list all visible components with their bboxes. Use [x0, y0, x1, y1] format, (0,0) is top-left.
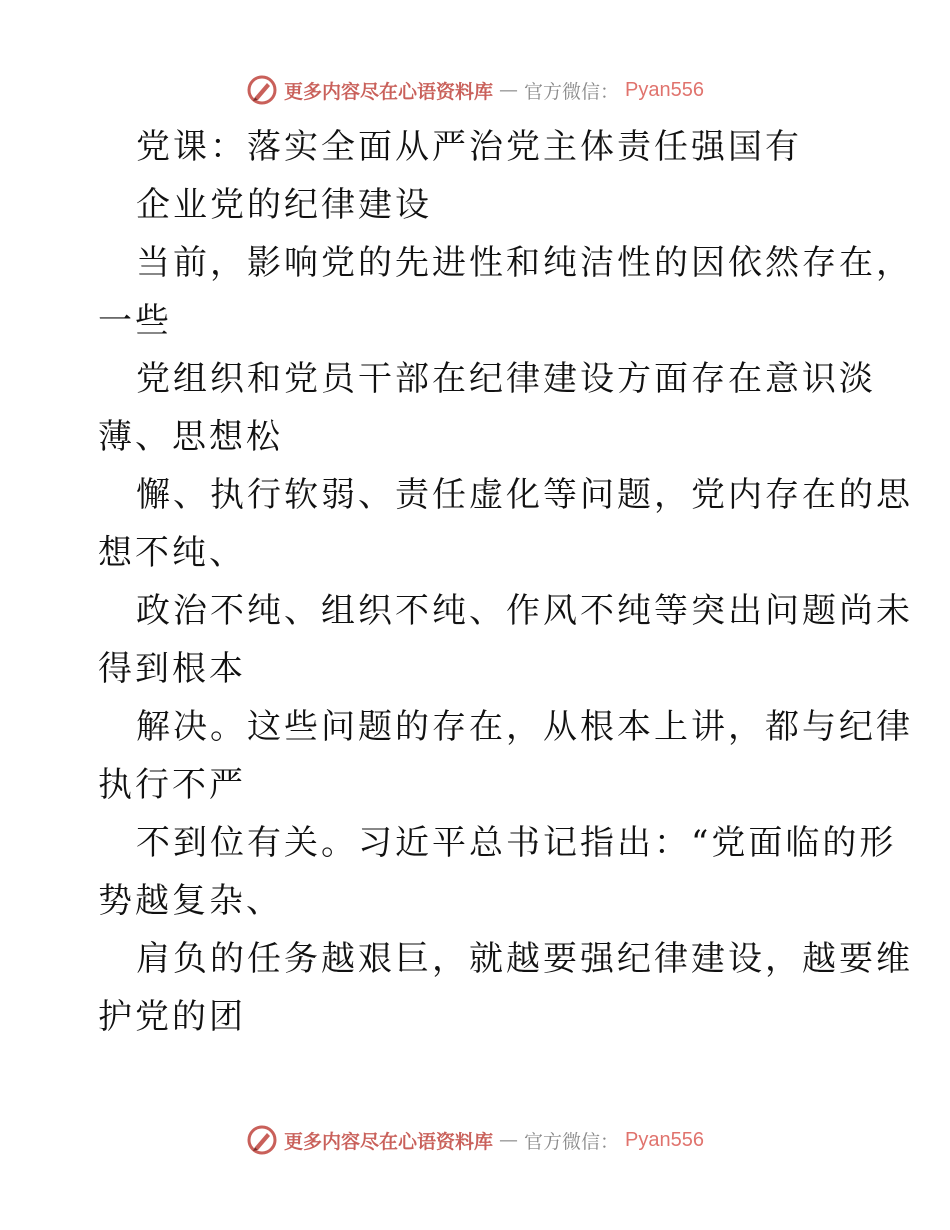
banner-official-label: 官方微信：	[524, 80, 620, 103]
banner-site-text: 更多内容尽在心语资料库	[284, 80, 494, 103]
banner-official-label: 官方微信：	[524, 1130, 620, 1153]
paragraph-line: 不到位有关。习近平总书记指出：“党面临的形	[136, 823, 897, 863]
title-line-2: 企业党的纪律建设	[136, 185, 432, 225]
pen-logo-icon	[246, 1124, 278, 1156]
banner-dash: —	[499, 1129, 519, 1151]
title-line-1: 党课：落实全面从严治党主体责任强国有	[136, 127, 802, 167]
banner-wechat-id: Pyan556	[625, 78, 704, 101]
banner-dash: —	[499, 79, 519, 101]
paragraph-line: 肩负的任务越艰巨，就越要强纪律建设，越要维	[136, 939, 913, 979]
paragraph-line: 薄、思想松	[98, 417, 283, 457]
banner-site-text: 更多内容尽在心语资料库	[284, 1130, 494, 1153]
document-body	[98, 118, 913, 1046]
paragraph-line: 势越复杂、	[98, 881, 283, 921]
paragraph-line: 政治不纯、组织不纯、作风不纯等突出问题尚未	[136, 591, 913, 631]
paragraph-line: 当前，影响党的先进性和纯洁性的因依然存在，	[136, 243, 913, 283]
paragraph-line: 一些	[98, 301, 172, 341]
paragraph-line: 得到根本	[98, 649, 246, 689]
pen-logo-icon	[246, 74, 278, 106]
paragraph-line: 想不纯、	[98, 533, 246, 573]
paragraph-line: 党组织和党员干部在纪律建设方面存在意识淡	[136, 359, 876, 399]
paragraph-line: 懈、执行软弱、责任虚化等问题，党内存在的思	[136, 475, 913, 515]
header-banner	[0, 70, 950, 110]
footer-banner	[0, 1120, 950, 1160]
paragraph-line: 解决。这些问题的存在，从根本上讲，都与纪律	[136, 707, 913, 747]
paragraph-line: 执行不严	[98, 765, 246, 805]
paragraph-line: 护党的团	[98, 997, 246, 1037]
banner-wechat-id: Pyan556	[625, 1128, 704, 1151]
